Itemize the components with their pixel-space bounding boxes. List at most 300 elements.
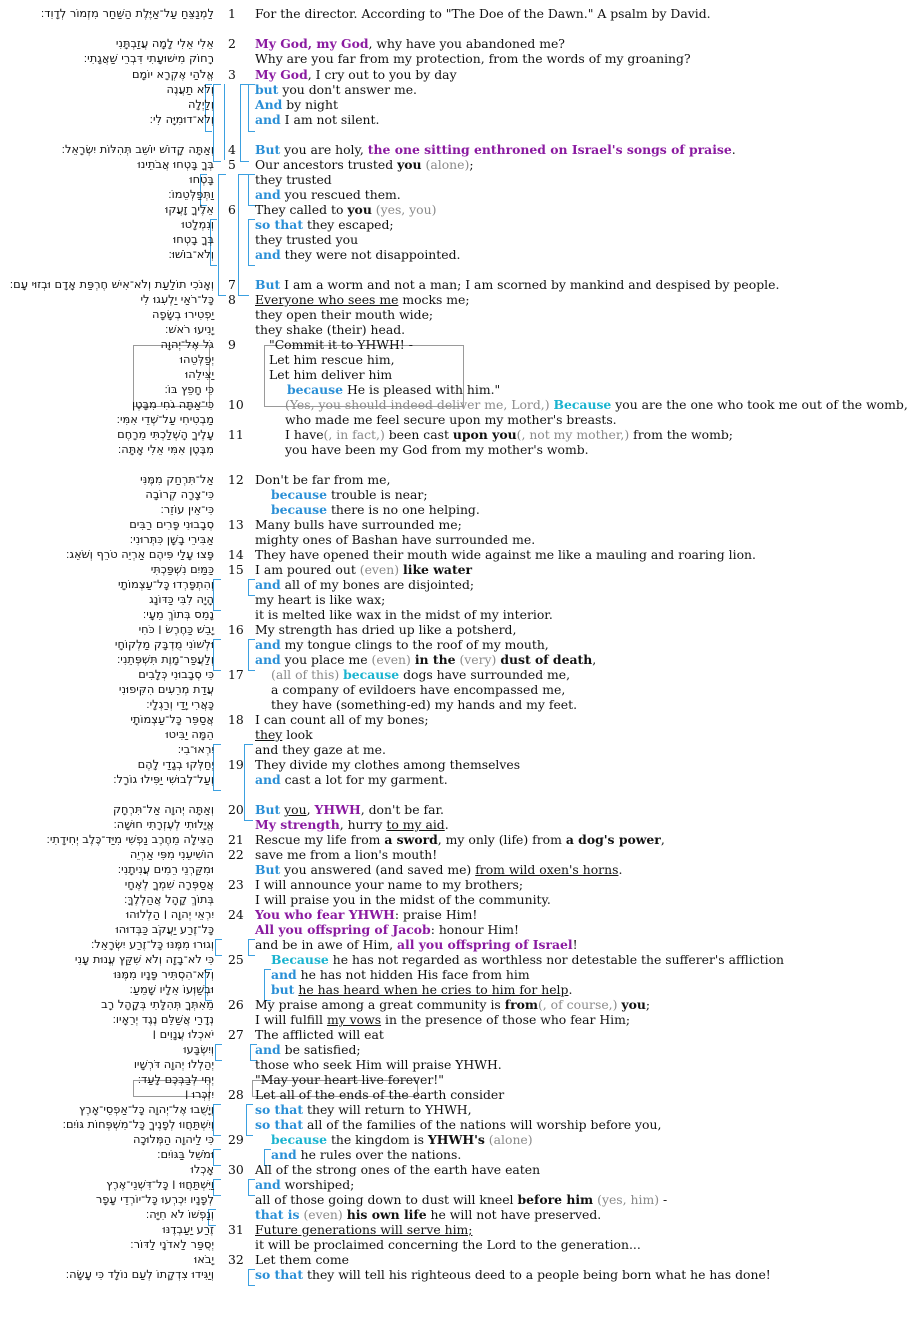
english-text (271, 967, 530, 982)
text-segment: . (444, 817, 449, 832)
text-segment: worshiped; (280, 1177, 355, 1192)
english-text (255, 322, 405, 337)
english-text (255, 112, 379, 127)
hebrew-text: וְיִשְׁתַּחֲווּ לְפָנֶיךָ כָּל־מִשְׁפְּחוֹת גּוֹיִם׃ (62, 1117, 214, 1131)
text-segment: , (592, 652, 597, 667)
text-segment: he will not have preserved. (426, 1207, 602, 1222)
verse-line (0, 442, 825, 457)
text-segment: so that (255, 1102, 304, 1117)
english-text (255, 1207, 601, 1222)
text-segment: from the womb; (629, 427, 733, 442)
english-text (255, 1177, 354, 1192)
english-text (271, 1132, 533, 1147)
english-text (255, 217, 394, 232)
hebrew-text: וּמִקַּרְנֵי רֵמִים עֲנִיתָנִי׃ (117, 862, 214, 876)
text-segment: My strength (255, 817, 340, 832)
text-segment: mocks me; (398, 292, 470, 307)
text-segment: you rescued them. (280, 187, 401, 202)
english-text (285, 442, 589, 457)
english-text (255, 1117, 661, 1132)
text-segment: he rules over the nations. (296, 1147, 462, 1162)
english-text (255, 1042, 361, 1057)
text-segment: He is pleased with him." (343, 382, 501, 397)
verse-number: 14 (228, 547, 244, 562)
verse-line (0, 112, 825, 127)
verse-line (0, 172, 825, 187)
verse-line (0, 51, 825, 66)
text-segment: so that (255, 1267, 304, 1282)
text-segment: (all of this) (271, 667, 344, 682)
text-segment: , I cry out to you by day (307, 67, 457, 82)
verse-line (0, 427, 825, 442)
text-segment: All of the strong ones of the earth have eaten (255, 1162, 541, 1177)
hebrew-text: יְפַלְּטֵהוּ (179, 352, 214, 366)
text-segment: they (255, 727, 283, 742)
text-segment: but (271, 982, 295, 997)
verse-line (0, 562, 825, 577)
english-text (255, 292, 470, 307)
text-segment: he has heard when he cries to him for help (298, 982, 569, 997)
text-segment: a company of evildoers have encompassed me, (271, 682, 566, 697)
text-segment: all of the families of the nations will worship before you, (303, 1117, 662, 1132)
hebrew-text: יַצִּילֵהוּ (185, 367, 214, 381)
text-segment: Let him rescue him, (269, 352, 395, 367)
text-segment: mighty ones of Bashan have surrounded me. (255, 532, 536, 547)
text-segment: , why have you abandoned me? (368, 36, 565, 51)
hebrew-text: מִבֶּטֶן אִמִּי אֵלִי אָתָּה׃ (117, 442, 214, 456)
english-text (255, 1162, 540, 1177)
verse-line (0, 802, 825, 817)
english-text (255, 202, 436, 217)
text-segment: you (284, 802, 307, 817)
text-segment: (even) (359, 562, 400, 577)
text-segment: cast a lot for my garment. (280, 772, 448, 787)
verse-number: 18 (228, 712, 244, 727)
text-segment: Let him deliver him (269, 367, 393, 382)
text-segment: to my aid (386, 817, 445, 832)
text-segment: who made me feel secure upon my mother's breasts. (285, 412, 617, 427)
verse-line (0, 967, 825, 982)
verse-number: 10 (228, 397, 244, 412)
verse-line (0, 487, 825, 502)
text-segment: because (271, 502, 327, 517)
hebrew-text: יַפְטִירוּ בְשָׂפָה (152, 307, 214, 321)
hebrew-text: אֵלִי אֵלִי לָמָה עֲזַבְתָּנִי (115, 36, 214, 50)
verse-number: 27 (228, 1027, 244, 1042)
text-segment: and (255, 637, 281, 652)
verse-number: 13 (228, 517, 244, 532)
verse-line (0, 1237, 825, 1252)
hebrew-text: יָנִיעוּ רֹאשׁ׃ (165, 322, 214, 336)
text-segment: (yes, him) (593, 1192, 660, 1207)
text-segment: you place me (280, 652, 372, 667)
english-text (255, 187, 401, 202)
verse-number: 25 (228, 952, 244, 967)
verse-line (0, 217, 825, 232)
verse-number: 29 (228, 1132, 244, 1147)
english-text (255, 97, 338, 112)
verse-number: 12 (228, 472, 244, 487)
english-text (255, 652, 596, 667)
text-segment: my tongue clings to the roof of my mouth, (280, 637, 549, 652)
text-segment: Don't be far from me, (255, 472, 391, 487)
hebrew-text: נָמֵס בְּתוֹךְ מֵעָי׃ (142, 607, 214, 621)
hebrew-text: כִּי לַיהוָה הַמְּלוּכָה (132, 1132, 214, 1146)
text-segment: , (660, 832, 665, 847)
text-segment: those who seek Him will praise YHWH. (255, 1057, 502, 1072)
text-segment: Let them come (255, 1252, 349, 1267)
verse-number: 24 (228, 907, 244, 922)
text-segment: (alone) (484, 1132, 533, 1147)
verse-line (0, 1177, 825, 1192)
hebrew-text: רָחוֹק מִישׁוּעָתִי דִּבְרֵי שַׁאֲגָתִי׃ (83, 51, 214, 65)
hebrew-text: וּלְשׁוֹנִי מֻדְבָּק מַלְקוֹחָי (114, 637, 214, 651)
text-segment: : praise Him! (394, 907, 478, 922)
hebrew-text: כִּי סְבָבוּנִי כְּלָבִים (138, 667, 214, 681)
verse-line (0, 757, 825, 772)
text-segment: before him (517, 1192, 594, 1207)
text-segment: YHWH's (427, 1132, 485, 1147)
english-text (255, 847, 437, 862)
text-segment: I will praise you in the midst of the community. (255, 892, 551, 907)
text-segment: But (255, 802, 281, 817)
verse-line (0, 187, 825, 202)
text-segment: "May your heart live forever!" (255, 1072, 444, 1087)
verse-line (0, 6, 825, 21)
hebrew-text: זֶרַע יַעַבְדֶנּוּ (162, 1222, 214, 1236)
verse-line (0, 247, 825, 262)
verse-line (0, 652, 825, 667)
english-text (255, 1222, 472, 1237)
english-text (255, 532, 535, 547)
text-segment: I can count all of my bones; (255, 712, 429, 727)
verse-number: 8 (228, 292, 236, 307)
english-text (255, 772, 448, 787)
text-segment: and (255, 772, 281, 787)
verse-line (0, 322, 825, 337)
hebrew-text: אַבִּירֵי בָשָׁן כִּתְּרוּנִי׃ (129, 532, 214, 546)
english-text (255, 472, 390, 487)
english-text (271, 667, 570, 682)
hebrew-text: וְיִשְׂבָּעוּ (183, 1042, 214, 1056)
english-text (255, 757, 520, 772)
english-text (271, 697, 577, 712)
text-segment: you (621, 997, 646, 1012)
text-segment: . (618, 862, 623, 877)
english-text (255, 622, 516, 637)
english-text (255, 892, 551, 907)
verse-line (0, 622, 825, 637)
verse-line (0, 877, 825, 892)
text-segment: (yes, you) (371, 202, 437, 217)
text-segment: so that (255, 217, 304, 232)
english-text (255, 51, 691, 66)
verse-number: 1 (228, 6, 236, 21)
verse-line (0, 36, 825, 51)
hebrew-text: מֵאִתְּךָ תְּהִלָּתִי בְּקָהָל רָב (101, 997, 214, 1011)
verse-line (0, 997, 825, 1012)
verse-line (0, 1132, 825, 1147)
text-segment: so that (255, 1117, 304, 1132)
verse-number: 19 (228, 757, 244, 772)
english-text (255, 712, 429, 727)
text-segment: his own life (346, 1207, 427, 1222)
hebrew-text: וּבְשַׁוְּעוֹ אֵלָיו שָׁמֵעַ׃ (129, 982, 214, 996)
text-segment: (Yes, you should indeed deliver me, Lord,) (285, 397, 554, 412)
text-segment: and (255, 187, 281, 202)
hebrew-text: וְאַתָּה קָדוֹשׁ יוֹשֵׁב תְּהִלּוֹת יִשְׂרָאֵל׃ (61, 142, 214, 156)
text-segment: The afflicted will eat (255, 1027, 384, 1042)
verse-line (0, 337, 825, 352)
verse-line (0, 97, 825, 112)
hebrew-text: אָכְלוּ (190, 1162, 214, 1176)
hebrew-text: וּמֹשֵׁל בַּגּוֹיִם׃ (157, 1147, 214, 1161)
text-segment: Let all of the ends of the earth consider (255, 1087, 505, 1102)
text-segment: They called to (255, 202, 348, 217)
verse-line (0, 472, 825, 487)
text-segment: ; (645, 997, 651, 1012)
hebrew-text: לְפָנָיו יִכְרְעוּ כָּל־יוֹרְדֵי עָפָר (95, 1192, 214, 1206)
text-segment: my vows (326, 1012, 382, 1027)
verse-line (0, 742, 825, 757)
text-segment: But (255, 862, 281, 877)
text-segment: they will return to YHWH, (303, 1102, 472, 1117)
text-segment: Many bulls have surrounded me; (255, 517, 462, 532)
text-segment: and (271, 967, 297, 982)
text-segment: My God (255, 67, 308, 82)
text-segment: , don't be far. (360, 802, 444, 817)
text-segment: they will tell his righteous deed to a people being born what he has done! (303, 1267, 771, 1282)
verse-line (0, 832, 825, 847)
text-segment: trouble is near; (327, 487, 428, 502)
hebrew-text: הַצִּילָה מֵחֶרֶב נַפְשִׁי מִיַּד־כֶּלֶב יְחִידָתִי׃ (46, 832, 214, 846)
text-segment: save me from a lion's mouth! (255, 847, 438, 862)
hebrew-text: כִּי־אַתָּה גֹחִי מִבָּטֶן (132, 397, 214, 411)
text-segment: But (255, 277, 281, 292)
verse-line (0, 1267, 825, 1282)
text-segment: they have (something-ed) my hands and my feet. (271, 697, 578, 712)
hebrew-text: וַתְּפַלְּטֵמוֹ׃ (168, 187, 214, 201)
english-text (255, 517, 462, 532)
hebrew-text: אֵלֶיךָ זָעֲקוּ (165, 202, 214, 216)
hebrew-text: כַּמַּיִם נִשְׁפַּכְתִּי (150, 562, 214, 576)
english-text (255, 802, 444, 817)
english-text (255, 592, 385, 607)
verse-line (0, 952, 825, 967)
text-segment: they were not disappointed. (280, 247, 461, 262)
text-segment: upon you (452, 427, 517, 442)
english-text (255, 577, 474, 592)
text-segment: (even) (303, 1207, 343, 1222)
verse-line (0, 67, 825, 82)
text-segment: like water (403, 562, 473, 577)
text-segment: you are the one who took me out of the womb, (611, 397, 908, 412)
text-segment: (very) (459, 652, 497, 667)
text-segment: been cast (384, 427, 453, 442)
text-segment: My God, my God (255, 36, 369, 51)
english-text (255, 727, 313, 742)
english-text (271, 982, 572, 997)
text-segment: he has not regarded as worthless nor detestable the sufferer's affliction (328, 952, 785, 967)
text-segment: it is melted like wax in the midst of my interior. (255, 607, 553, 622)
text-segment: My praise among a great community is (255, 997, 505, 1012)
verse-number: 16 (228, 622, 244, 637)
text-segment: all of those going down to dust will kneel (255, 1192, 518, 1207)
verse-line (0, 412, 825, 427)
text-segment: you (347, 202, 372, 217)
english-text (255, 1252, 349, 1267)
hebrew-text: בְּךָ בָטְחוּ (173, 232, 214, 246)
english-text (271, 682, 565, 697)
verse-line (0, 1087, 825, 1102)
english-text (255, 1102, 472, 1117)
hebrew-text: בְּךָ בָּטְחוּ אֲבֹתֵינוּ (137, 157, 214, 171)
hebrew-text: יָבֹאוּ (194, 1252, 214, 1266)
english-text (255, 157, 474, 172)
verse-number: 17 (228, 667, 244, 682)
text-segment: I will announce your name to my brothers; (255, 877, 524, 892)
verse-line (0, 202, 825, 217)
hebrew-text: וְלֹא־בוֹשׁוּ׃ (168, 247, 214, 261)
verse-number: 32 (228, 1252, 244, 1267)
text-segment: you don't answer me. (278, 82, 417, 97)
verse-line (0, 697, 825, 712)
text-segment: look (282, 727, 313, 742)
text-segment: because (271, 487, 327, 502)
verse-number: 2 (228, 36, 236, 51)
text-segment: you have been my God from my mother's womb. (285, 442, 589, 457)
hebrew-text: כִּי־אֵין עוֹזֵר׃ (160, 502, 214, 516)
verse-line (0, 982, 825, 997)
verse-line (0, 817, 825, 832)
english-text (287, 382, 500, 397)
text-segment: (, of course,) (537, 997, 618, 1012)
verse-line (0, 1042, 825, 1057)
verse-number: 26 (228, 997, 244, 1012)
english-text (255, 247, 460, 262)
hebrew-text: וְגוּרוּ מִמֶּנּוּ כָּל־זֶרַע יִשְׂרָאֵל׃ (90, 937, 214, 951)
text-segment: : honour Him! (430, 922, 520, 937)
text-segment: My strength has dried up like a potsherd, (255, 622, 517, 637)
text-segment: there is no one helping. (327, 502, 480, 517)
english-text (255, 1072, 444, 1087)
hebrew-text: הָיָה לִבִּי כַּדּוֹנָג (149, 592, 214, 606)
verse-number: 21 (228, 832, 244, 847)
hebrew-text: יָבֵשׁ כַּחֶרֶשׂ ׀ כֹּחִי (138, 622, 214, 636)
text-segment: Why are you far from my protection, from the words of my groaning? (255, 51, 691, 66)
text-segment: be satisfied; (280, 1042, 361, 1057)
text-segment: the one sitting enthroned on Israel's songs of praise (367, 142, 732, 157)
text-segment: and (255, 112, 281, 127)
text-segment: by night (282, 97, 338, 112)
english-text (255, 937, 578, 952)
text-segment: , hurry (339, 817, 387, 832)
hebrew-text: פָּצוּ עָלַי פִּיהֶם אַרְיֵה טֹרֵף וְשֹׁאֵג׃ (66, 547, 214, 561)
verse-line (0, 1147, 825, 1162)
verse-line (0, 1117, 825, 1132)
text-segment: and they gaze at me. (255, 742, 386, 757)
verse-number: 31 (228, 1222, 244, 1237)
hebrew-text: עָלֶיךָ הָשְׁלַכְתִּי מֵרָחֶם (117, 427, 214, 441)
verse-line (0, 532, 825, 547)
hebrew-text: וְנִמְלָטוּ (181, 217, 214, 231)
verse-line (0, 157, 825, 172)
english-text (285, 427, 733, 442)
english-text (285, 412, 617, 427)
hebrew-text: אֲסַפְּרָה שִׁמְךָ לְאֶחָי (124, 877, 214, 891)
english-text (255, 1237, 641, 1252)
english-text (271, 952, 784, 967)
english-text (255, 307, 433, 322)
verse-line (0, 592, 825, 607)
verse-line (0, 502, 825, 517)
text-segment: and (255, 1177, 281, 1192)
verse-number: 6 (228, 202, 236, 217)
verse-line (0, 907, 825, 922)
text-segment: (alone) (421, 157, 470, 172)
text-segment: and (255, 1042, 281, 1057)
verse-line (0, 607, 825, 622)
verse-line (0, 517, 825, 532)
hebrew-text: הֵמָּה יַבִּיטוּ (165, 727, 214, 741)
hebrew-text: בָּטְחוּ (189, 172, 214, 186)
text-segment: that is (255, 1207, 300, 1222)
hebrew-text: אֱלֹהַי אֶקְרָא יוֹמָם (131, 67, 214, 81)
verse-line (0, 232, 825, 247)
text-segment: , (306, 802, 315, 817)
english-text (255, 877, 523, 892)
text-segment: I am poured out (255, 562, 360, 577)
english-text (255, 1192, 667, 1207)
english-text (255, 922, 519, 937)
text-segment: (, not my mother,) (516, 427, 630, 442)
text-segment: because (287, 382, 343, 397)
text-segment: but (255, 82, 279, 97)
english-text (255, 907, 477, 922)
text-segment: Because (553, 397, 612, 412)
verse-number: 7 (228, 277, 236, 292)
hebrew-text: יִרְאוּ־בִי׃ (177, 742, 214, 756)
verse-line (0, 1072, 825, 1087)
english-text (255, 1027, 384, 1042)
hebrew-text: יְחִי לְבַבְכֶם לָעַד׃ (137, 1072, 214, 1086)
verse-line (0, 682, 825, 697)
verse-line (0, 1252, 825, 1267)
text-segment: you are holy, (280, 142, 368, 157)
text-segment: For the director. According to "The Doe of the Dawn." A psalm by David. (255, 6, 711, 21)
hebrew-text: כָּאֲרִי יָדַי וְרַגְלָי׃ (146, 697, 214, 711)
hebrew-text: יְסֻפַּר לַאדֹנָי לַדּוֹר׃ (130, 1237, 214, 1251)
text-segment: from (504, 997, 538, 1012)
verse-number: 4 (228, 142, 236, 157)
english-text (255, 172, 332, 187)
verse-line (0, 367, 825, 382)
verse-number: 28 (228, 1087, 244, 1102)
text-segment: . (568, 982, 573, 997)
verse-line (0, 82, 825, 97)
english-text (255, 142, 736, 157)
english-text (271, 1147, 461, 1162)
hebrew-text: כִּי לֹא־בָזָה וְלֹא שִׁקַּץ עֱנוּת עָנִי (74, 952, 214, 966)
english-text (255, 562, 472, 577)
verse-line (0, 1027, 825, 1042)
text-segment: Because (271, 952, 329, 967)
english-text (255, 82, 417, 97)
hebrew-text: אֱיָלוּתִי לְעֶזְרָתִי חוּשָׁה׃ (113, 817, 214, 831)
text-segment: "Commit it to YHWH! - (269, 337, 413, 352)
text-segment: They divide my clothes among themselves (255, 757, 521, 772)
text-segment: And (255, 97, 283, 112)
